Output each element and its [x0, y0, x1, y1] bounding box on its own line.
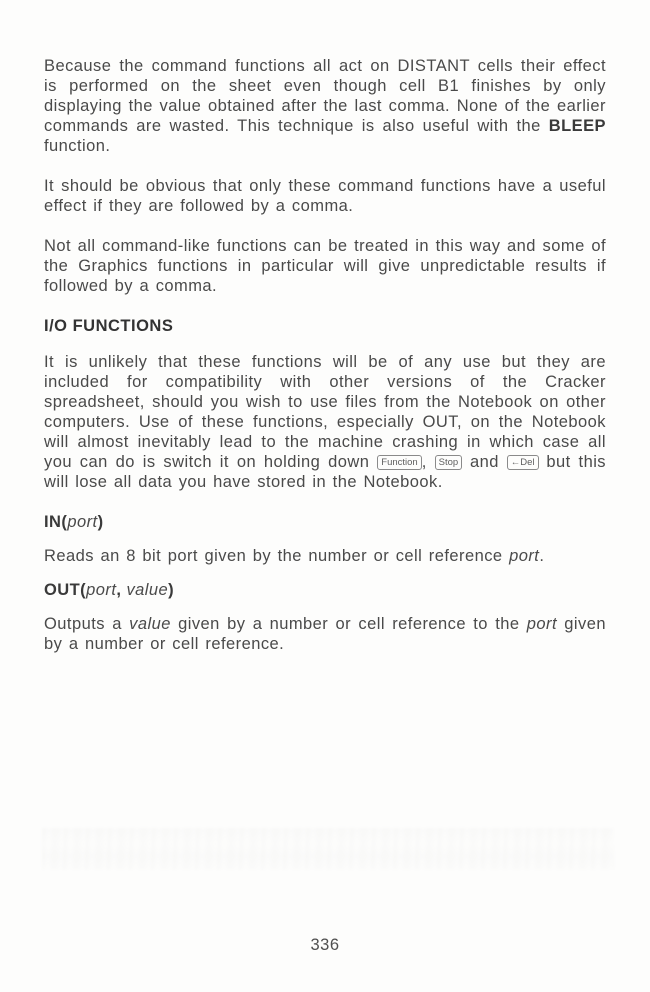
out-function-description: [44, 614, 606, 654]
in-function-description: [44, 546, 606, 566]
fn-close-paren: ): [168, 581, 175, 599]
paragraph-text: Reads an 8 bit port given by the number or cell reference: [44, 547, 510, 565]
function-key-icon: Function: [377, 455, 421, 470]
fn-arg-port: port: [509, 547, 540, 565]
paragraph-text: It is unlikely that these functions will be of any use but they are included for compatibility with other versions of the Cracker spreadsheet, should you wish to use files from the Notebook on other computers. Use of these functions, especially OUT, on the Notebook will almost inevitably lead to the machine crashing in which case all you can do is switch it on holding down: [44, 353, 606, 471]
fn-arg-separator: ,: [116, 581, 127, 599]
paragraph-text: given by a number or cell reference.: [44, 615, 606, 653]
fn-close-paren: ): [97, 513, 104, 531]
del-key-icon: ←Del: [507, 455, 539, 470]
page-content: [44, 56, 606, 668]
fn-arg-value: value: [126, 581, 169, 599]
out-function-heading: [44, 580, 606, 600]
paragraph-text: Because the command functions all act on DISTANT cells their effect is performed on the sheet even though cell B1 finishes by only displaying the value obtained after the last comma. None of the earlier commands are wasted. This technique is also useful with the: [44, 57, 606, 135]
fn-arg-port: port: [526, 615, 557, 633]
paragraph-text: but this will lose all data you have stored in the Notebook.: [44, 453, 607, 491]
paragraph-text: .: [539, 547, 545, 565]
paragraph-io-intro: [44, 352, 606, 492]
paragraph-command-functions: [44, 56, 606, 156]
paragraph-text: and: [462, 453, 507, 471]
paragraph-obvious-comma: It should be obvious that only these command functions have a useful effect if they are followed by a comma.: [44, 177, 606, 215]
fn-arg-value: value: [129, 615, 171, 633]
paragraph-text: given by a number or cell reference to the: [170, 615, 527, 633]
in-function-heading: [44, 512, 606, 532]
paragraph-text: function.: [44, 137, 111, 155]
paragraph-text: Outputs a: [44, 615, 130, 633]
paragraph-text: ,: [421, 453, 435, 471]
fn-name: OUT(: [44, 581, 87, 599]
io-functions-heading: I/O FUNCTIONS: [44, 317, 174, 335]
paragraph-command-like: Not all command-like functions can be treated in this way and some of the Graphics functions in particular will give unpredictable results if followed by a comma.: [44, 237, 606, 295]
fn-arg-port: port: [86, 581, 117, 599]
page-number: 336: [310, 936, 340, 954]
stop-key-icon: Stop: [435, 455, 463, 470]
fn-arg-port: port: [67, 513, 98, 531]
page-showthrough-artifact: [42, 828, 614, 870]
fn-name: IN(: [44, 513, 68, 531]
bleep-function-name: BLEEP: [548, 117, 606, 135]
